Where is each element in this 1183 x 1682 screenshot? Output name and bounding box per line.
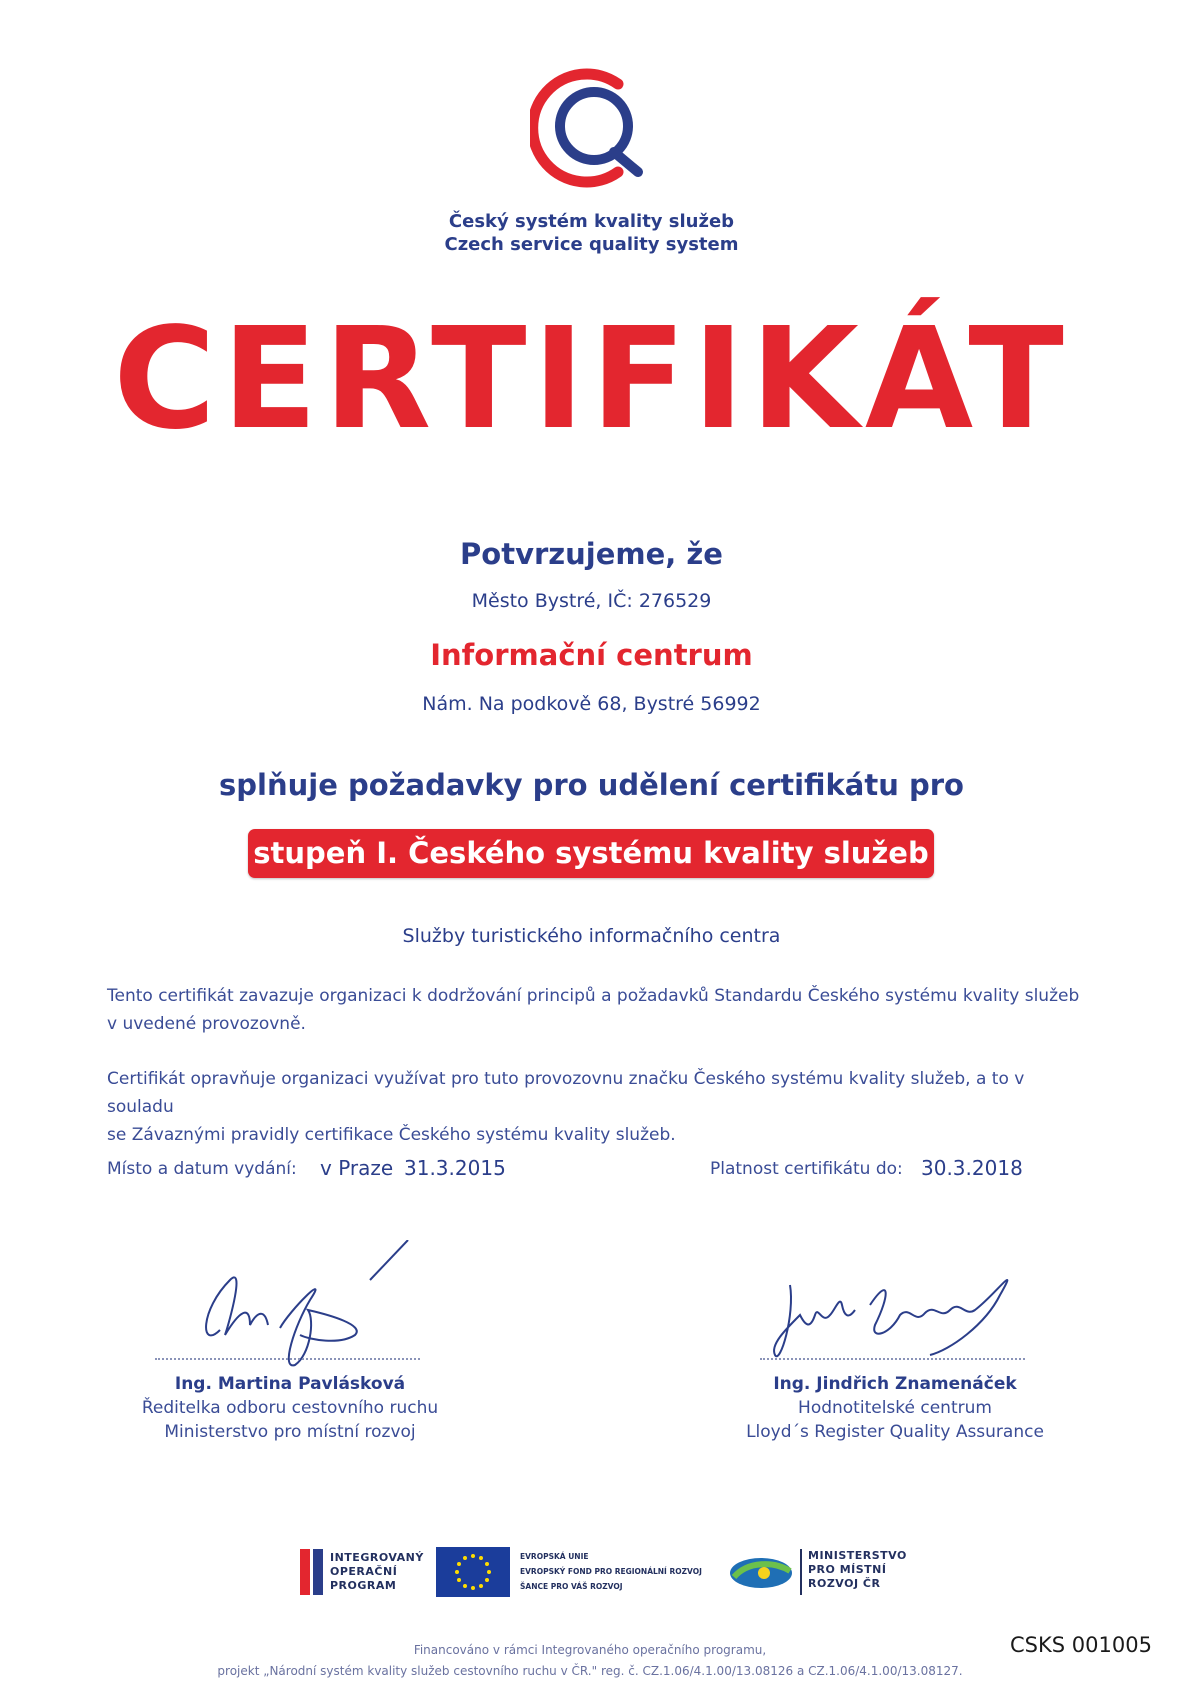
mmr-line2: PRO MÍSTNÍ <box>808 1563 887 1576</box>
level-banner: stupeň I. Českého systému kvality služeb <box>248 829 934 878</box>
signature-left-line <box>155 1358 420 1360</box>
eu-line3: ŠANCE PRO VÁŠ ROZVOJ <box>520 1582 623 1591</box>
validity-label: Platnost certifikátu do: <box>710 1159 903 1179</box>
funding-note-line2: projekt „Národní systém kvality služeb cestovního ruchu v ČR." reg. č. CZ.1.06/4.1.00/13.08126 a CZ.1.06/4.1.00/13.08127. <box>217 1664 963 1678</box>
mmr-line3: ROZVOJ ČR <box>808 1577 881 1590</box>
brand-name-en: Czech service quality system <box>444 234 739 255</box>
confirm-heading: Potvrzujeme, že <box>460 537 723 571</box>
requirements-statement: splňuje požadavky pro udělení certifikátu pro <box>219 768 964 802</box>
paragraph-authorization <box>107 1065 1087 1149</box>
mmr-line1: MINISTERSTVO <box>808 1549 907 1562</box>
certificate-title: CERTIFIKÁT <box>113 298 1070 461</box>
signature-right-line <box>760 1358 1025 1360</box>
organization-name: Informační centrum <box>430 638 753 672</box>
signatory-right <box>730 1372 1060 1444</box>
eu-line2: EVROPSKÝ FOND PRO REGIONÁLNÍ ROZVOJ <box>520 1567 702 1576</box>
iop-line1: INTEGROVANÝ <box>330 1551 424 1564</box>
cssq-logo-icon <box>530 68 650 188</box>
signature-right-icon <box>760 1255 1030 1375</box>
funding-note <box>190 1640 990 1682</box>
signatory-left-role: Ředitelka odboru cestovního ruchu <box>141 1398 439 1418</box>
mmr-logo-text <box>808 1549 907 1591</box>
mmr-divider <box>800 1549 802 1595</box>
brand-name-cz: Český systém kvality služeb <box>448 211 735 232</box>
iop-line3: PROGRAM <box>330 1579 397 1592</box>
signatory-right-role: Hodnotitelské centrum <box>798 1398 992 1418</box>
funding-note-line1: Financováno v rámci Integrovaného operačního programu, <box>413 1643 767 1657</box>
eu-logo-text <box>520 1549 702 1594</box>
iop-red-bar-icon <box>300 1549 310 1595</box>
iop-logo-text <box>330 1551 424 1593</box>
signatory-right-name: Ing. Jindřich Znamenáček <box>773 1374 1017 1394</box>
iop-line2: OPERAČNÍ <box>330 1565 398 1578</box>
brand-name <box>0 210 1183 256</box>
mmr-logo-icon <box>728 1553 794 1593</box>
issue-place: v Praze <box>320 1156 394 1180</box>
paragraph-obligation-line2: v uvedené provozovně. <box>107 1014 306 1034</box>
validity-date: 30.3.2018 <box>921 1156 1023 1180</box>
paragraph-obligation-line1: Tento certifikát zavazuje organizaci k dodržování principů a požadavků Standardu Českého systému kvality služeb <box>107 986 1080 1006</box>
service-scope: Služby turistického informačního centra <box>402 925 781 947</box>
iop-blue-bar-icon <box>313 1549 323 1595</box>
paragraph-authorization-line2: se Závaznými pravidly certifikace Českého systému kvality služeb. <box>107 1125 676 1145</box>
organization-address: Nám. Na podkově 68, Bystré 56992 <box>422 693 761 715</box>
eu-flag-icon <box>436 1547 510 1597</box>
eu-line1: EVROPSKÁ UNIE <box>520 1552 589 1561</box>
signatory-right-org: Lloyd´s Register Quality Assurance <box>746 1422 1044 1442</box>
issue-value <box>320 1156 506 1180</box>
signatory-left-org: Ministerstvo pro místní rozvoj <box>164 1422 416 1442</box>
subject-line: Město Bystré, IČ: 276529 <box>471 590 712 612</box>
issue-date: 31.3.2015 <box>404 1156 506 1180</box>
signatory-left <box>120 1372 460 1444</box>
certificate-code: CSKS 001005 <box>1010 1633 1152 1657</box>
signatory-left-name: Ing. Martina Pavlásková <box>174 1374 406 1394</box>
paragraph-obligation <box>107 982 1087 1038</box>
paragraph-authorization-line1: Certifikát opravňuje organizaci využívat pro tuto provozovnu značku Českého systému kvality služeb, a to v souladu <box>107 1069 1025 1117</box>
issue-label: Místo a datum vydání: <box>107 1159 297 1179</box>
